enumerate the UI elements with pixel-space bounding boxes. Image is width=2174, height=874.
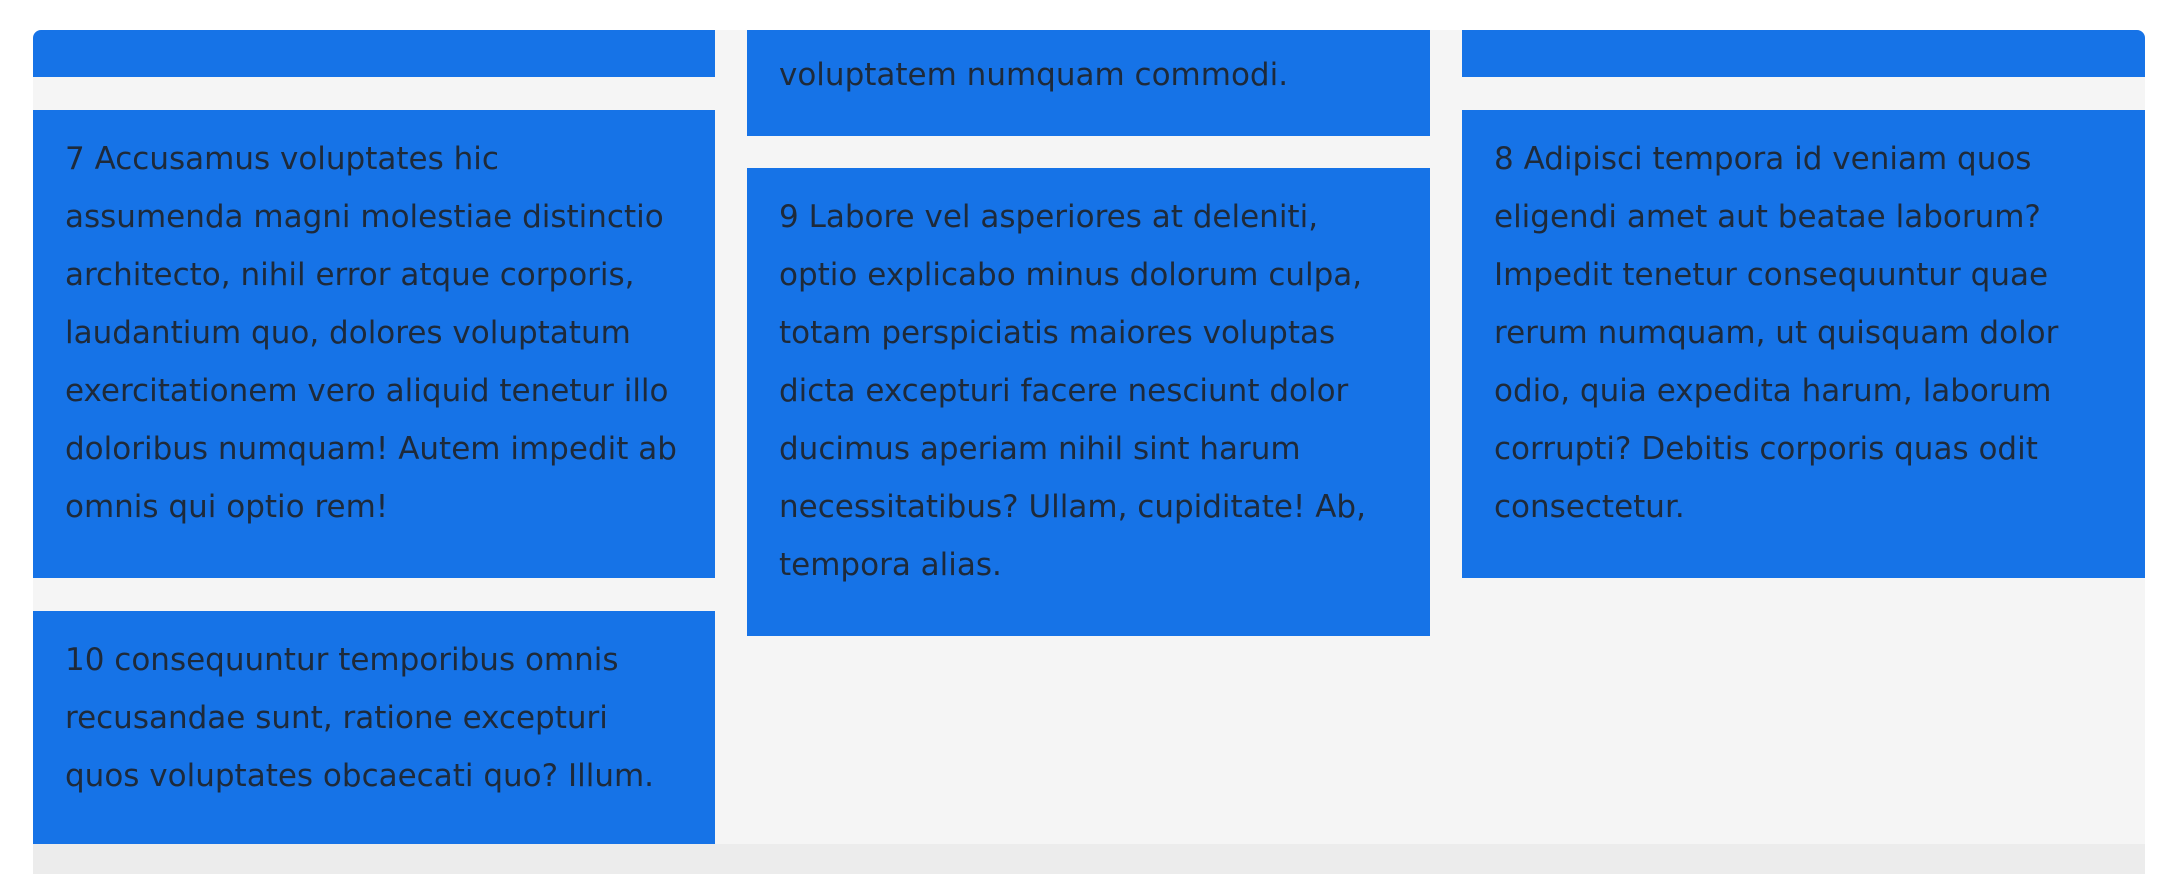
card-top-right: [1462, 30, 2145, 77]
card-8: [1462, 110, 2145, 578]
card-top-left: [33, 30, 715, 77]
card-text: voluptatem numquam commodi.: [779, 57, 1289, 93]
footer-strip: [33, 844, 2145, 874]
card-text: 9 Labore vel asperiores at deleniti, optio explicabo minus dolorum culpa, totam perspiciatis maiores voluptas dicta excepturi facere nesciunt dolor ducimus aperiam nihil sint harum necessitatibus? Ullam, cupiditate! Ab, tempora alias.: [779, 199, 1366, 583]
card-7: [33, 110, 715, 578]
masonry-grid: [33, 30, 2145, 844]
card-10: [33, 611, 715, 844]
card-top-middle: [747, 30, 1430, 136]
card-text: 7 Accusamus voluptates hic assumenda magni molestiae distinctio architecto, nihil error atque corporis, laudantium quo, dolores voluptatum exercitationem vero aliquid tenetur illo doloribus numquam! Autem impedit ab omnis qui optio rem!: [65, 141, 677, 525]
card-9: [747, 168, 1430, 636]
card-text: 10 consequuntur temporibus omnis recusandae sunt, ratione excepturi quos voluptates obcaecati quo? Illum.: [65, 642, 655, 794]
card-text: 8 Adipisci tempora id veniam quos eligendi amet aut beatae laborum? Impedit tenetur consequuntur quae rerum numquam, ut quisquam dolor odio, quia expedita harum, laborum corrupti? Debitis corporis quas odit consectetur.: [1494, 141, 2059, 525]
